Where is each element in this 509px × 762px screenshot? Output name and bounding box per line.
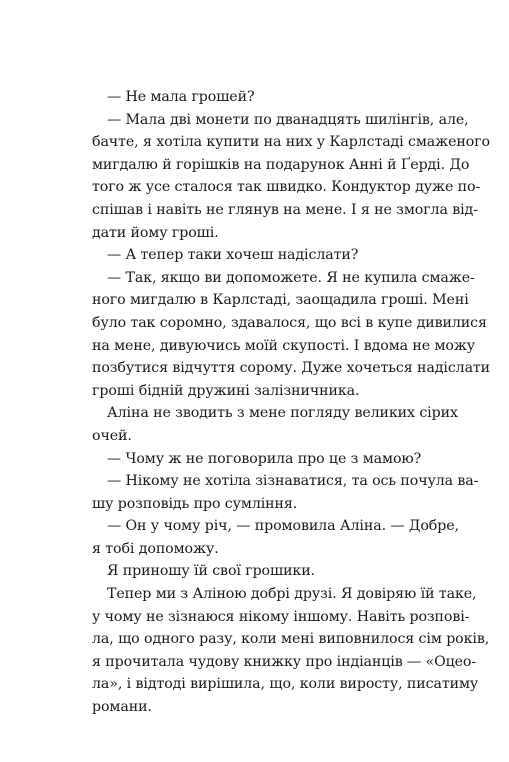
text-line: мигдалю й горішків на подарунок Анні й Ґерді. До xyxy=(92,156,470,173)
text-line: очей. xyxy=(92,427,132,444)
text-line: — Чому ж не поговорила про це з мамою? xyxy=(107,450,422,467)
text-line: Тепер ми з Аліною добрі друзі. Я довіряю їй таке, xyxy=(107,586,477,603)
text-line: спішав і навіть не глянув на мене. І я не змогла від- xyxy=(92,201,478,218)
text-line: Я приношу їй свої грошики. xyxy=(107,563,315,580)
text-line: — Не мала грошей? xyxy=(107,89,255,105)
text-line: було так соромно, здавалося, що всі в купе дивилися xyxy=(92,314,487,331)
body-text xyxy=(92,86,491,719)
text-line: я тобі допоможу. xyxy=(92,540,219,557)
text-line: того ж усе сталося так швидко. Кондуктор дуже по- xyxy=(92,179,481,196)
text-line: позбутися відчуття сорому. Дуже хочеться надіслати xyxy=(92,360,491,377)
text-line: гроші бідній дружині залізничника. xyxy=(92,382,360,399)
text-line: ного мигдалю в Карлстаді, заощадила гроші. Мені xyxy=(92,292,469,309)
text-line: — Он у чому річ, — промовила Аліна. — Добре, xyxy=(107,518,459,535)
text-line: Аліна не зводить з мене погляду великих сірих xyxy=(107,405,458,422)
text-line: романи. xyxy=(92,699,152,716)
text-line: на мене, дивуючись моїй скупості. І вдома не можу xyxy=(92,337,476,354)
text-line: я прочитала чудову книжку про індіанців — «Оцео- xyxy=(92,653,477,670)
text-line: дати йому гроші. xyxy=(92,224,219,241)
text-line: — А тепер таки хочеш надіслати? xyxy=(107,247,359,264)
text-line: — Нікому не хотіла зізнаватися, та ось почула ва- xyxy=(107,473,479,490)
text-line: у чому не зізнаюся нікому іншому. Навіть розпові- xyxy=(92,608,470,625)
text-line: — Так, якщо ви допоможете. Я не купила смаже- xyxy=(107,269,475,286)
text-line: ла, що одного разу, коли мені виповнилося сім років, xyxy=(92,631,490,648)
text-line: ла», і відтоді вирішила, що, коли виросту, писатиму xyxy=(92,676,479,693)
text-line: шу розповідь про сумління. xyxy=(92,495,298,512)
text-line: бачте, я хотіла купити на них у Карлстаді смаженого xyxy=(92,134,490,151)
text-line: — Мала дві монети по дванадцять шилінгів, але, xyxy=(107,111,469,128)
